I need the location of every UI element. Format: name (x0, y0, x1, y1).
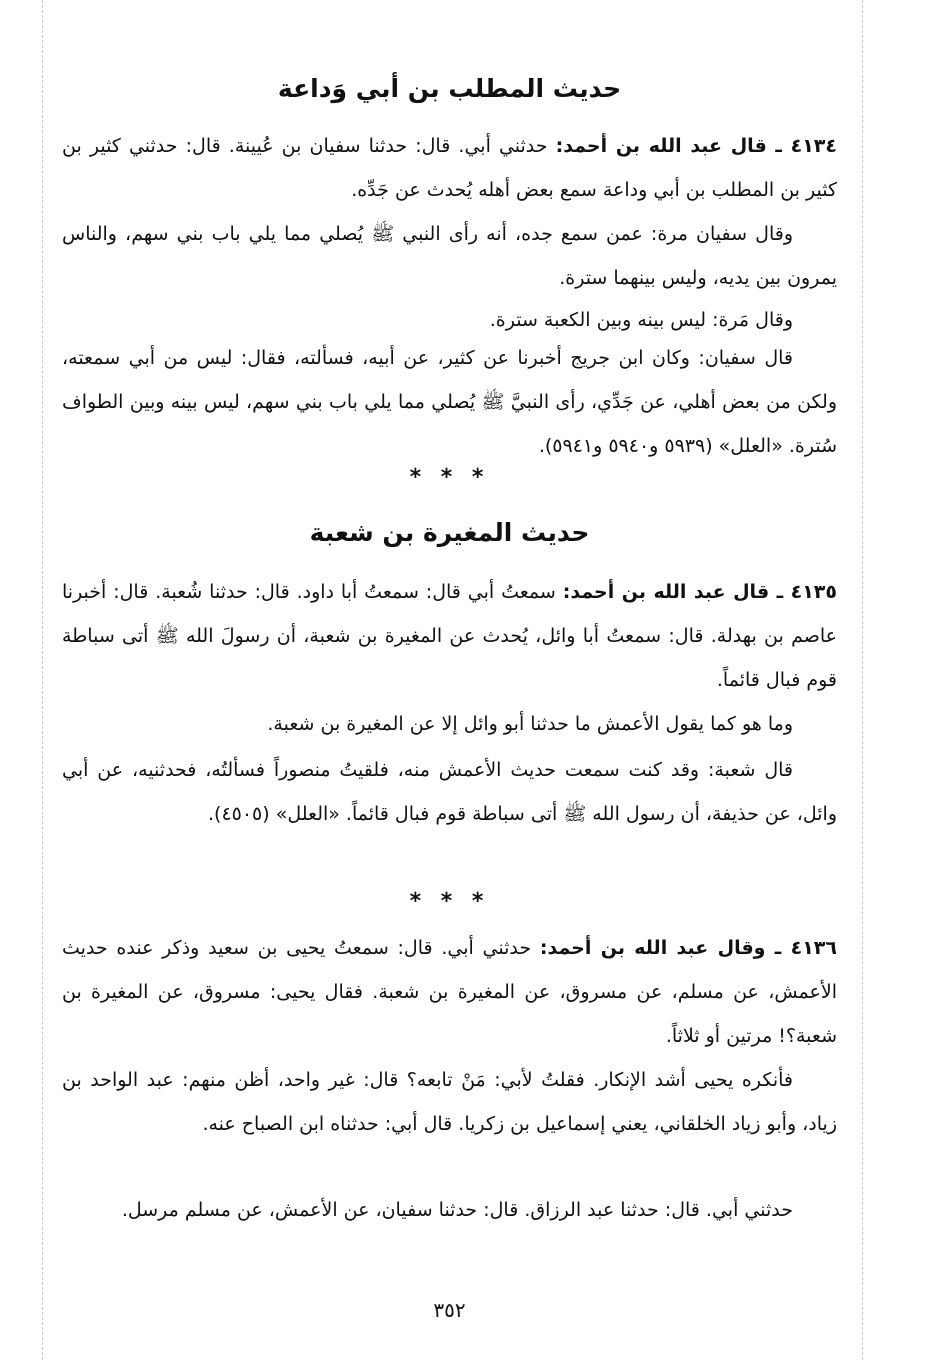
right-margin-rule (862, 0, 863, 1360)
entry-text: سمعتُ أبي قال: سمعتُ أبا داود. قال: حدثنا شُعبة. قال: أخبرنا عاصم بن بهدلة. قال: سمعتُ أبا وائل، يُحدث عن المغيرة بن شعبة، أن رسولَ الله ﷺ أتى سباطة قوم فبال قائماً. (62, 581, 837, 691)
paragraph: حدثني أبي. قال: حدثنا عبد الرزاق. قال: حدثنا سفيان، عن الأعمش، عن مسلم مرسل. (121, 1199, 793, 1221)
paragraph: وقال سفيان مرة: عمن سمع جده، أنه رأى النبي ﷺ يُصلي مما يلي باب بني سهم، والناس يمرون بين يديه، وليس بينهما سترة. (62, 223, 837, 289)
section-title: حديث المطلب بن أبي وَداعة (277, 74, 622, 103)
entry-text: حدثني أبي. قال: سمعتُ يحيى بن سعيد وذكر عنده حديث الأعمش، عن مسلم، عن مسروق، عن المغيرة بن شعبة. فقال يحيى: مسروق، عن المغيرة بن شعبة؟! مرتين أو ثلاثاً. (62, 937, 837, 1047)
paragraph: وقال مَرة: ليس بينه وبين الكعبة سترة. (489, 309, 793, 331)
section-separator: * * * (409, 465, 490, 490)
paragraph: وما هو كما يقول الأعمش ما حدثنا أبو وائل إلا عن المغيرة بن شعبة. (267, 713, 793, 735)
section-separator: * * * (409, 889, 490, 914)
hadith-entry-4134 (62, 124, 837, 212)
entry-lead: ٤١٣٥ ـ قال عبد الله بن أحمد: (562, 581, 837, 603)
page-number: ٣٥٢ (433, 1298, 466, 1322)
entry-lead: ٤١٣٦ ـ وقال عبد الله بن أحمد: (539, 937, 837, 959)
paragraph: قال سفيان: وكان ابن جريج أخبرنا عن كثير، عن أبيه، فسألته، فقال: ليس من أبي سمعته، ولكن من بعض أهلي، عن جَدِّي، رأى النبيَّ ﷺ يُصلي مما يلي باب بني سهم، ليس بينه وبين الطواف سُترة. «العلل» (٥٩٣٩ و٥٩٤٠ و٥٩٤١). (62, 347, 837, 457)
entry-text: حدثني أبي. قال: حدثنا سفيان بن عُيينة. قال: حدثني كثير بن كثير بن المطلب بن أبي وداعة سمع بعض أهله يُحدث عن جَدِّه. (62, 135, 837, 201)
paragraph: فأنكره يحيى أشد الإنكار. فقلتُ لأبي: مَنْ تابعه؟ قال: غير واحد، أظن منهم: عبد الواحد بن زياد، وأبو زياد الخلقاني، يعني إسماعيل بن زكريا. قال أبي: حدثناه ابن الصباح عنه. (62, 1069, 837, 1135)
entry-lead: ٤١٣٤ ـ قال عبد الله بن أحمد: (555, 135, 837, 157)
left-margin-rule (42, 0, 43, 1360)
hadith-entry-4135 (62, 570, 837, 702)
section-title: حديث المغيرة بن شعبة (309, 518, 590, 547)
paragraph: قال شعبة: وقد كنت سمعت حديث الأعمش منه، فلقيتُ منصوراً فسألتُه، فحدثنيه، عن أبي وائل، عن حذيفة، أن رسول الله ﷺ أتى سباطة قوم فبال قائماً. «العلل» (٤٥٠٥). (62, 759, 837, 825)
hadith-entry-4136 (62, 926, 837, 1058)
